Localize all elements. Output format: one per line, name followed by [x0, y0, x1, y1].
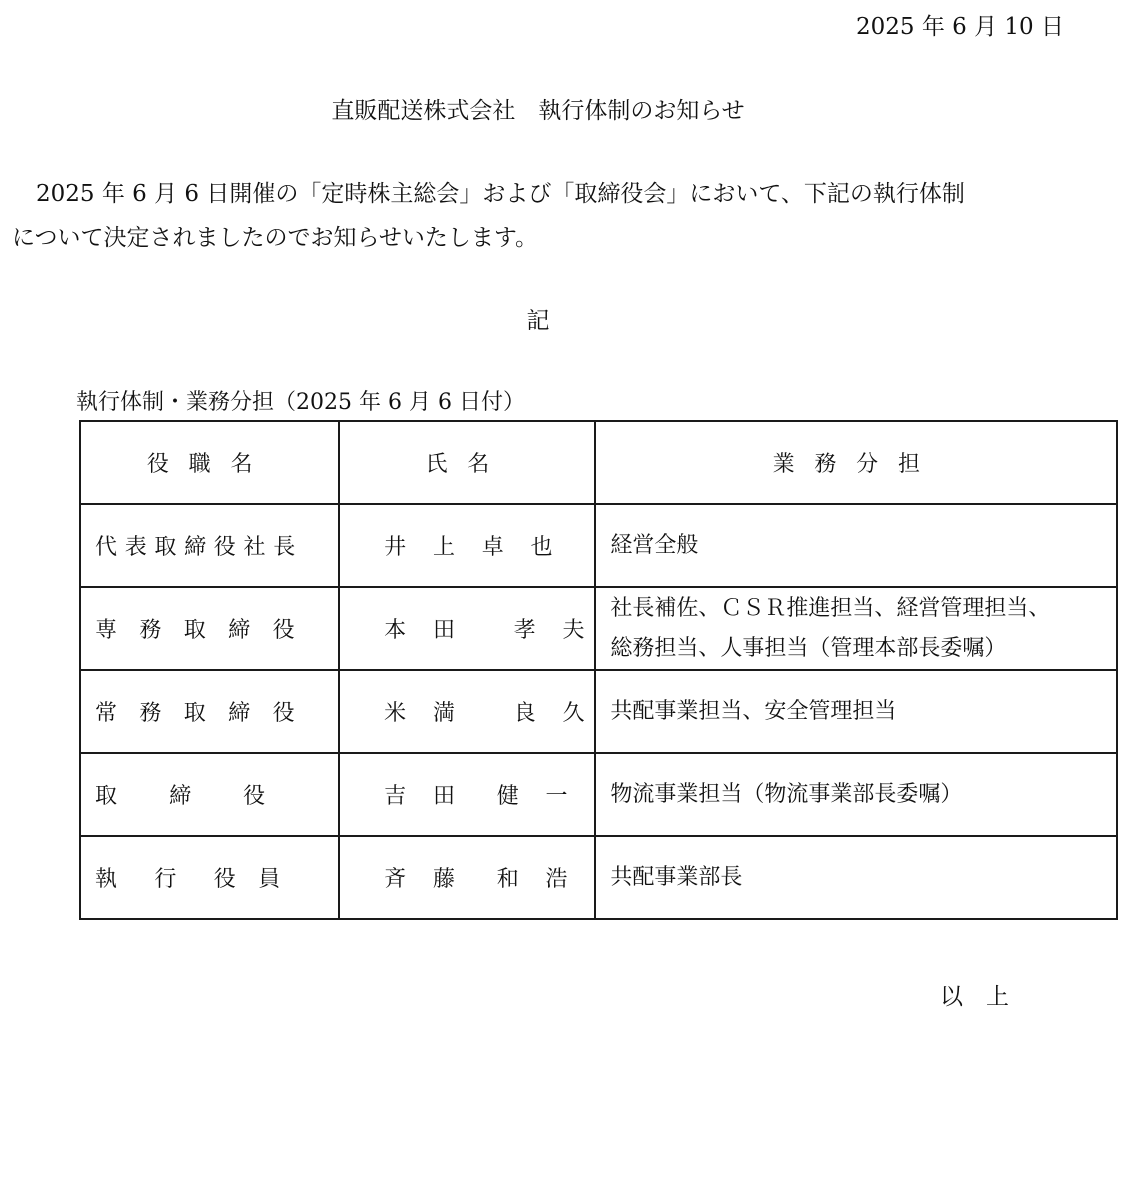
cell-name: 米 満 良 久: [339, 670, 595, 753]
cell-duties: [595, 587, 1117, 670]
table-row: [80, 504, 1117, 587]
cell-name: 本 田 孝 夫: [339, 587, 595, 670]
header-duties: 業務分担: [595, 421, 1117, 504]
cell-position: 取 締 役: [80, 753, 339, 836]
duty-line: 経営全般: [610, 532, 699, 558]
duty-line: 物流事業担当（物流事業部長委嘱）: [610, 781, 963, 807]
cell-name: 吉 田 健 一: [339, 753, 595, 836]
duty-line: 共配事業担当、安全管理担当: [610, 698, 897, 724]
closing-mark: 以 上: [940, 984, 1009, 1010]
intro-line-1: 2025 年 6 月 6 日開催の「定時株主総会」および「取締役会」において、下記の執行体制: [36, 181, 965, 207]
duty-line: 社長補佐、ＣＳＲ推進担当、経営管理担当、: [610, 595, 1051, 621]
intro-paragraph: [12, 172, 1082, 260]
header-position: 役職名: [80, 421, 339, 504]
executive-table: [79, 420, 1118, 920]
table-row: [80, 670, 1117, 753]
table-row: [80, 753, 1117, 836]
duty-line: 総務担当、人事担当（管理本部長委嘱）: [610, 635, 1007, 661]
header-name: 氏名: [339, 421, 595, 504]
cell-name: 斉 藤 和 浩: [339, 836, 595, 919]
document-title: 直販配送株式会社 執行体制のお知らせ: [331, 98, 745, 124]
cell-position: 執 行 役 員: [80, 836, 339, 919]
duty-line: 共配事業部長: [610, 864, 743, 890]
cell-duties: [595, 670, 1117, 753]
cell-position: 常 務 取 締 役: [80, 670, 339, 753]
table-row: [80, 587, 1117, 670]
ki-heading: 記: [526, 308, 550, 334]
intro-line-2: について決定されましたのでお知らせいたします。: [12, 225, 539, 251]
cell-name: 井 上 卓 也: [339, 504, 595, 587]
table-row: [80, 836, 1117, 919]
cell-duties: [595, 836, 1117, 919]
table-caption: 執行体制・業務分担（2025 年 6 月 6 日付）: [76, 390, 525, 415]
table-header-row: [80, 421, 1117, 504]
cell-position: 代表取締役社長: [80, 504, 339, 587]
cell-duties: [595, 753, 1117, 836]
cell-position: 専 務 取 締 役: [80, 587, 339, 670]
document-date: 2025 年 6 月 10 日: [856, 14, 1064, 40]
cell-duties: [595, 504, 1117, 587]
